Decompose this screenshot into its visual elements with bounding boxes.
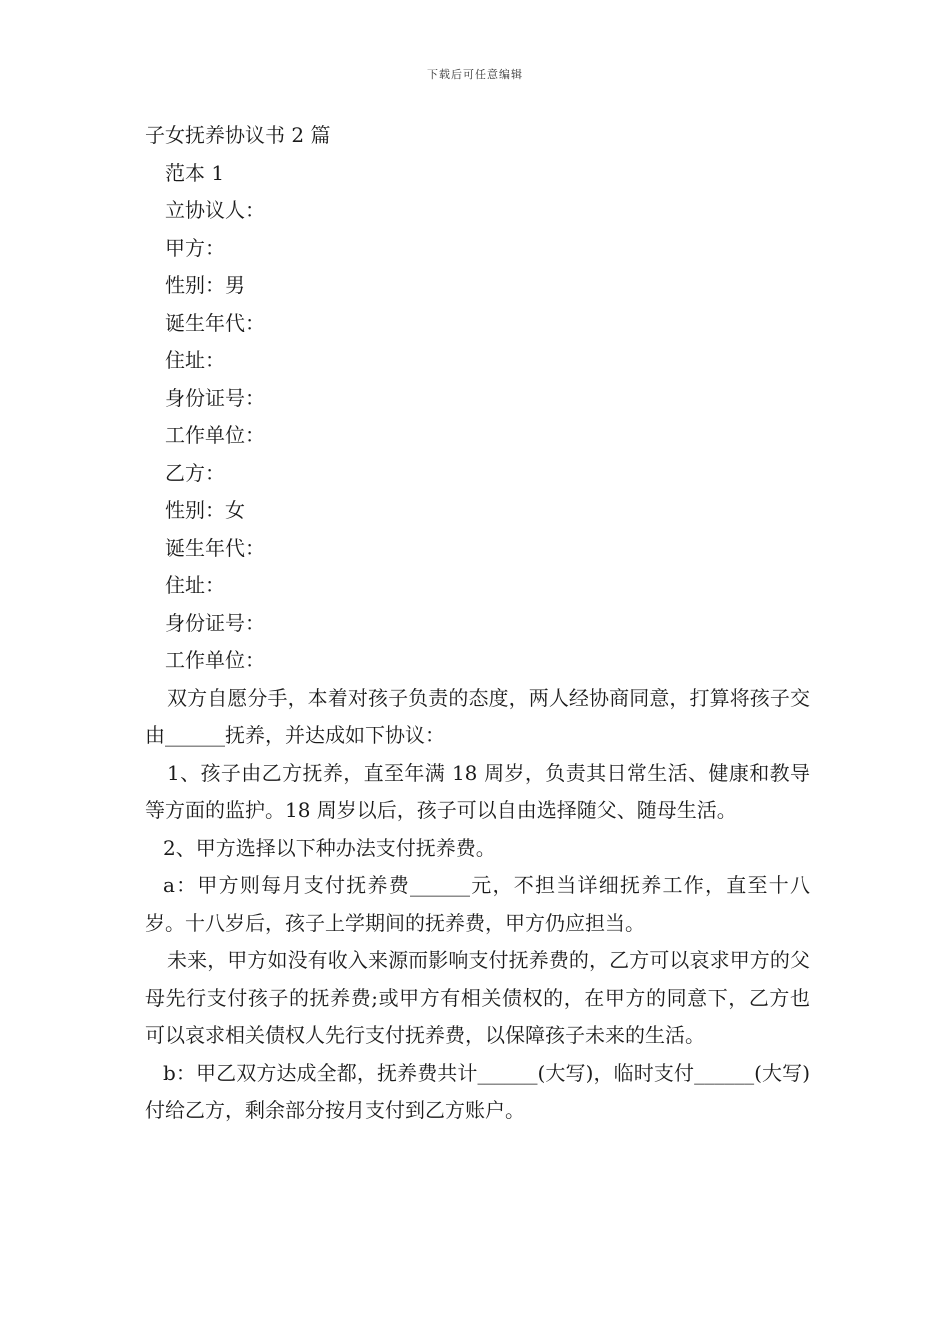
paragraph: b：甲乙双方达成全都，抚养费共计______(大写)，临时支付______(大写)付给乙方，剩余部分按月支付到乙方账户。	[145, 1060, 810, 1122]
field-line: 性别：女	[165, 498, 245, 522]
field-line: 工作单位：	[165, 423, 265, 447]
paragraph: 双方自愿分手，本着对孩子负责的态度，两人经协商同意，打算将孩子交由______抚养，并达成如下协议：	[145, 685, 810, 747]
field-line: 诞生年代：	[165, 310, 265, 335]
field-line: 甲方：	[165, 235, 225, 260]
document-title: 子女抚养协议书 2 篇	[145, 123, 331, 147]
field-line: 立协议人：	[165, 198, 265, 222]
paragraph: 未来，甲方如没有收入来源而影响支付抚养费的，乙方可以哀求甲方的父母先行支付孩子的抚养费;或甲方有相关债权的，在甲方的同意下，乙方也可以哀求相关债权人先行支付抚养费，以保障孩子未来的生活。	[145, 948, 810, 1047]
paragraph: 2、甲方选择以下种办法支付抚养费。	[163, 835, 496, 860]
section-label: 范本 1	[165, 160, 225, 185]
field-line: 乙方：	[165, 460, 225, 485]
header-note: 下载后可任意编辑	[427, 68, 523, 81]
paragraph: a：甲方则每月支付抚养费______元，不担当详细抚养工作，直至十八岁。十八岁后，孩子上学期间的抚养费，甲方仍应担当。	[145, 873, 810, 935]
field-line: 性别：男	[165, 273, 245, 297]
field-line: 住址：	[165, 573, 225, 597]
paragraph: 1、孩子由乙方抚养，直至年满 18 周岁，负责其日常生活、健康和教导等方面的监护。18 周岁以后，孩子可以自由选择随父、随母生活。	[145, 760, 810, 822]
field-line: 诞生年代：	[165, 535, 265, 560]
field-line: 住址：	[165, 348, 225, 372]
field-line: 身份证号：	[165, 610, 265, 635]
field-line: 身份证号：	[165, 385, 265, 410]
document-body	[145, 117, 810, 1130]
field-line: 工作单位：	[165, 648, 265, 672]
